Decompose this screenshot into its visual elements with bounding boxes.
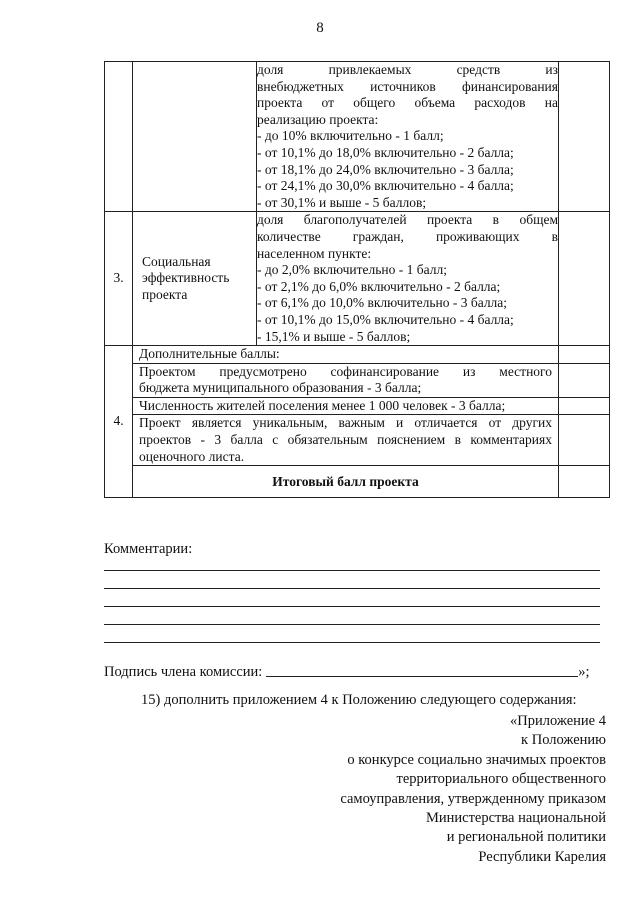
appendix-header-line: и региональной политики <box>446 829 606 846</box>
criteria-line: доля привлекаемых средств из <box>257 62 558 77</box>
criteria-line: - от 24,1% до 30,0% включительно - 4 балла; <box>257 178 514 194</box>
criteria-line: проекта от общего объема расходов на <box>257 95 558 111</box>
signature-label: Подпись члена комиссии: <box>104 664 263 680</box>
bonus-item <box>133 363 559 397</box>
criteria-line: - 15,1% и выше - 5 баллов; <box>257 328 411 344</box>
signature-suffix: »; <box>578 664 590 680</box>
score-cell <box>559 397 610 415</box>
table-row-bonus-population <box>105 397 610 415</box>
comments-label: Комментарии: <box>104 541 193 557</box>
appendix-header-line: Республики Карелия <box>478 848 606 865</box>
page-number: 8 <box>316 20 324 36</box>
table-row-social-efficiency <box>105 212 610 346</box>
appendix-instruction: 15) дополнить приложением 4 к Положению следующего содержания: <box>141 692 577 708</box>
score-cell <box>559 62 610 212</box>
criterion-name-line: проекта <box>142 287 188 303</box>
signature-line <box>104 663 609 681</box>
appendix-header-line: самоуправления, утвержденному приказом <box>340 790 606 807</box>
comment-line <box>104 606 600 607</box>
criteria-line: - до 2,0% включительно - 1 балл; <box>257 262 447 278</box>
criteria-line: населенном пункте: <box>257 245 372 261</box>
comment-line <box>104 588 600 589</box>
criteria-line: количестве граждан, проживающих в <box>257 228 558 244</box>
score-cell <box>559 415 610 466</box>
score-cell <box>559 346 610 364</box>
score-cell <box>559 212 610 346</box>
table-row-total <box>105 466 610 498</box>
criterion-name <box>133 212 257 346</box>
name-cell-empty <box>133 62 257 212</box>
total-label: Итоговый балл проекта <box>133 466 559 498</box>
criteria-line: - от 18,1% до 24,0% включительно - 3 балла; <box>257 161 514 177</box>
criteria-line: - от 10,1% до 18,0% включительно - 2 балла; <box>257 144 514 160</box>
comment-line <box>104 570 600 571</box>
appendix-header-line: Министерства национальной <box>425 810 606 827</box>
table-row-bonus-cofinancing <box>105 363 610 397</box>
bonus-header: Дополнительные баллы: <box>133 346 559 364</box>
criteria-line: реализацию проекта: <box>257 111 379 127</box>
bonus-line: оценочного листа. <box>139 448 245 464</box>
appendix-header-line: о конкурсе социально значимых проектов <box>347 751 606 768</box>
bonus-item <box>133 415 559 466</box>
row-number: 3. <box>105 212 133 346</box>
row-number: 4. <box>105 346 133 498</box>
bonus-item <box>133 397 559 415</box>
table-row-bonus-unique <box>105 415 610 466</box>
criteria-line: - от 10,1% до 15,0% включительно - 4 балла; <box>257 311 514 327</box>
appendix-header-line: к Положению <box>521 732 606 749</box>
criteria-cell-beneficiaries <box>257 212 559 346</box>
criteria-line: - от 2,1% до 6,0% включительно - 2 балла; <box>257 278 501 294</box>
criteria-line: - до 10% включительно - 1 балл; <box>257 128 444 144</box>
comment-line <box>104 624 600 625</box>
score-cell <box>559 363 610 397</box>
bonus-line: бюджета муниципального образования - 3 балла; <box>139 380 422 396</box>
table-row-bonus-header <box>105 346 610 364</box>
appendix-header-line: территориального общественного <box>396 771 606 788</box>
table-row-external-funds <box>105 62 610 212</box>
criteria-line: - от 6,1% до 10,0% включительно - 3 балла; <box>257 295 508 311</box>
score-cell <box>559 466 610 498</box>
criteria-line: доля благополучателей проекта в общем <box>257 212 558 228</box>
criterion-name-line: Социальная <box>142 253 211 269</box>
bonus-line: Проектом предусмотрено софинансирование из местного <box>139 363 552 379</box>
appendix-header <box>340 712 606 867</box>
criteria-line: - от 30,1% и выше - 5 баллов; <box>257 194 427 210</box>
evaluation-table <box>104 61 610 498</box>
criteria-line: внебюджетных источников финансирования <box>257 78 558 94</box>
num-cell-empty <box>105 62 133 212</box>
appendix-header-line: «Приложение 4 <box>510 713 606 729</box>
bonus-line: проектов - 3 балла с обязательным пояснением в комментариях <box>139 432 552 448</box>
bonus-line: Численность жителей поселения менее 1 000 человек - 3 балла; <box>139 397 506 413</box>
comment-line <box>104 642 600 643</box>
criteria-cell-funds <box>257 62 559 212</box>
signature-field <box>266 663 578 677</box>
bonus-line: Проект является уникальным, важным и отличается от других <box>139 415 552 431</box>
criterion-name-line: эффективность <box>142 270 230 286</box>
